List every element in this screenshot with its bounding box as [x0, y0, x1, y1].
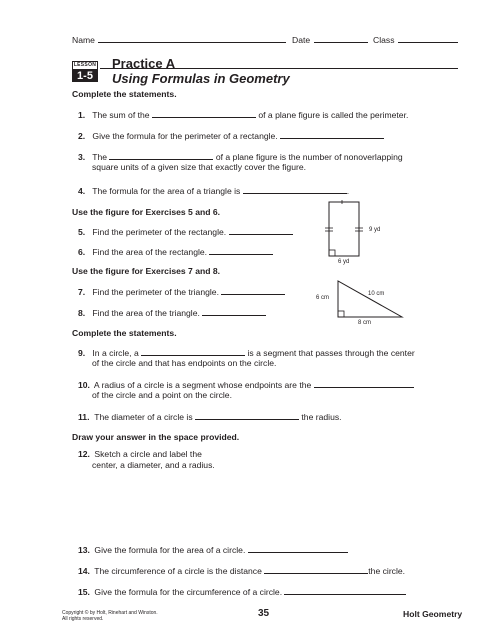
question-15: 15. Give the formula for the circumference of a circle.: [78, 585, 406, 597]
question-1: 1. The sum of the of a plane figure is called the perimeter.: [78, 110, 409, 120]
question-12-cont: center, a diameter, and a radius.: [92, 460, 215, 470]
question-9: 9. In a circle, a is a segment that passes through the center: [78, 348, 415, 358]
question-2: 2. Give the formula for the perimeter of a rectangle.: [78, 129, 384, 141]
triangle-hypotenuse-label: 10 cm: [368, 291, 385, 297]
answer-blank[interactable]: [280, 129, 384, 139]
lesson-badge: [72, 61, 98, 81]
question-4: 4. The formula for the area of a triangle is .: [78, 186, 350, 196]
question-9-cont: of the circle and that has endpoints on the circle.: [92, 358, 277, 368]
answer-blank[interactable]: [152, 108, 256, 118]
copyright-line-1: Copyright © by Holt, Rinehart and Winston.: [62, 610, 158, 616]
question-14: 14. The circumference of a circle is the distance the circle.: [78, 566, 406, 576]
rect-side-label: 9 yd: [369, 227, 381, 233]
question-number: 1.: [78, 110, 86, 120]
book-title: Holt Geometry: [403, 609, 463, 619]
triangle-left-label: 6 cm: [316, 295, 330, 301]
rectangle-figure: [320, 196, 400, 270]
rect-bottom-label: 6 yd: [338, 259, 350, 265]
question-8: 8. Find the area of the triangle.: [78, 306, 266, 318]
section-heading: Complete the statements.: [72, 89, 177, 99]
answer-blank[interactable]: [109, 150, 213, 160]
answer-blank[interactable]: [229, 225, 293, 235]
answer-blank[interactable]: [264, 564, 368, 574]
question-12: 12. Sketch a circle and label the: [78, 449, 202, 459]
question-13: 13. Give the formula for the area of a circle.: [78, 543, 348, 555]
answer-blank[interactable]: [284, 585, 406, 595]
question-6: 6. Find the area of the rectangle.: [78, 245, 273, 257]
section-heading: Use the figure for Exercises 7 and 8.: [72, 266, 221, 276]
page-subtitle: Using Formulas in Geometry: [112, 71, 290, 86]
name-field[interactable]: [98, 33, 286, 43]
question-11: 11. The diameter of a circle is the radius.: [78, 412, 342, 422]
question-5: 5. Find the perimeter of the rectangle.: [78, 225, 293, 237]
lesson-tag: LESSON: [73, 62, 97, 68]
date-label: Date: [292, 35, 311, 45]
question-7: 7. Find the perimeter of the triangle.: [78, 285, 285, 297]
name-label: Name: [72, 35, 95, 45]
question-3-cont: square units of a given size that exactly cover the figure.: [92, 162, 307, 172]
lesson-number: 1-5: [72, 70, 98, 82]
class-label: Class: [373, 35, 395, 45]
class-field[interactable]: [398, 33, 458, 43]
answer-blank[interactable]: [209, 245, 273, 255]
answer-blank[interactable]: [202, 306, 266, 316]
answer-blank[interactable]: [221, 285, 285, 295]
section-heading: Use the figure for Exercises 5 and 6.: [72, 207, 221, 217]
triangle-bottom-label: 8 cm: [358, 320, 372, 326]
question-10-cont: of the circle and a point on the circle.: [92, 390, 232, 400]
section-heading: Complete the statements.: [72, 328, 177, 338]
question-3: 3. The of a plane figure is the number of nonoverlapping: [78, 152, 403, 162]
answer-blank[interactable]: [195, 410, 299, 420]
answer-blank[interactable]: [243, 184, 347, 194]
page-number: 35: [258, 608, 270, 619]
section-heading: Draw your answer in the space provided.: [72, 432, 240, 442]
answer-blank[interactable]: [314, 378, 414, 388]
answer-blank[interactable]: [141, 346, 245, 356]
question-10: 10. A radius of a circle is a segment whose endpoints are the: [78, 378, 414, 390]
answer-blank[interactable]: [248, 543, 348, 553]
date-field[interactable]: [314, 33, 368, 43]
copyright-line-2: All rights reserved.: [62, 616, 104, 622]
triangle-figure: [330, 275, 410, 325]
page-title: Practice A: [112, 56, 176, 71]
drawing-area[interactable]: [92, 474, 452, 534]
